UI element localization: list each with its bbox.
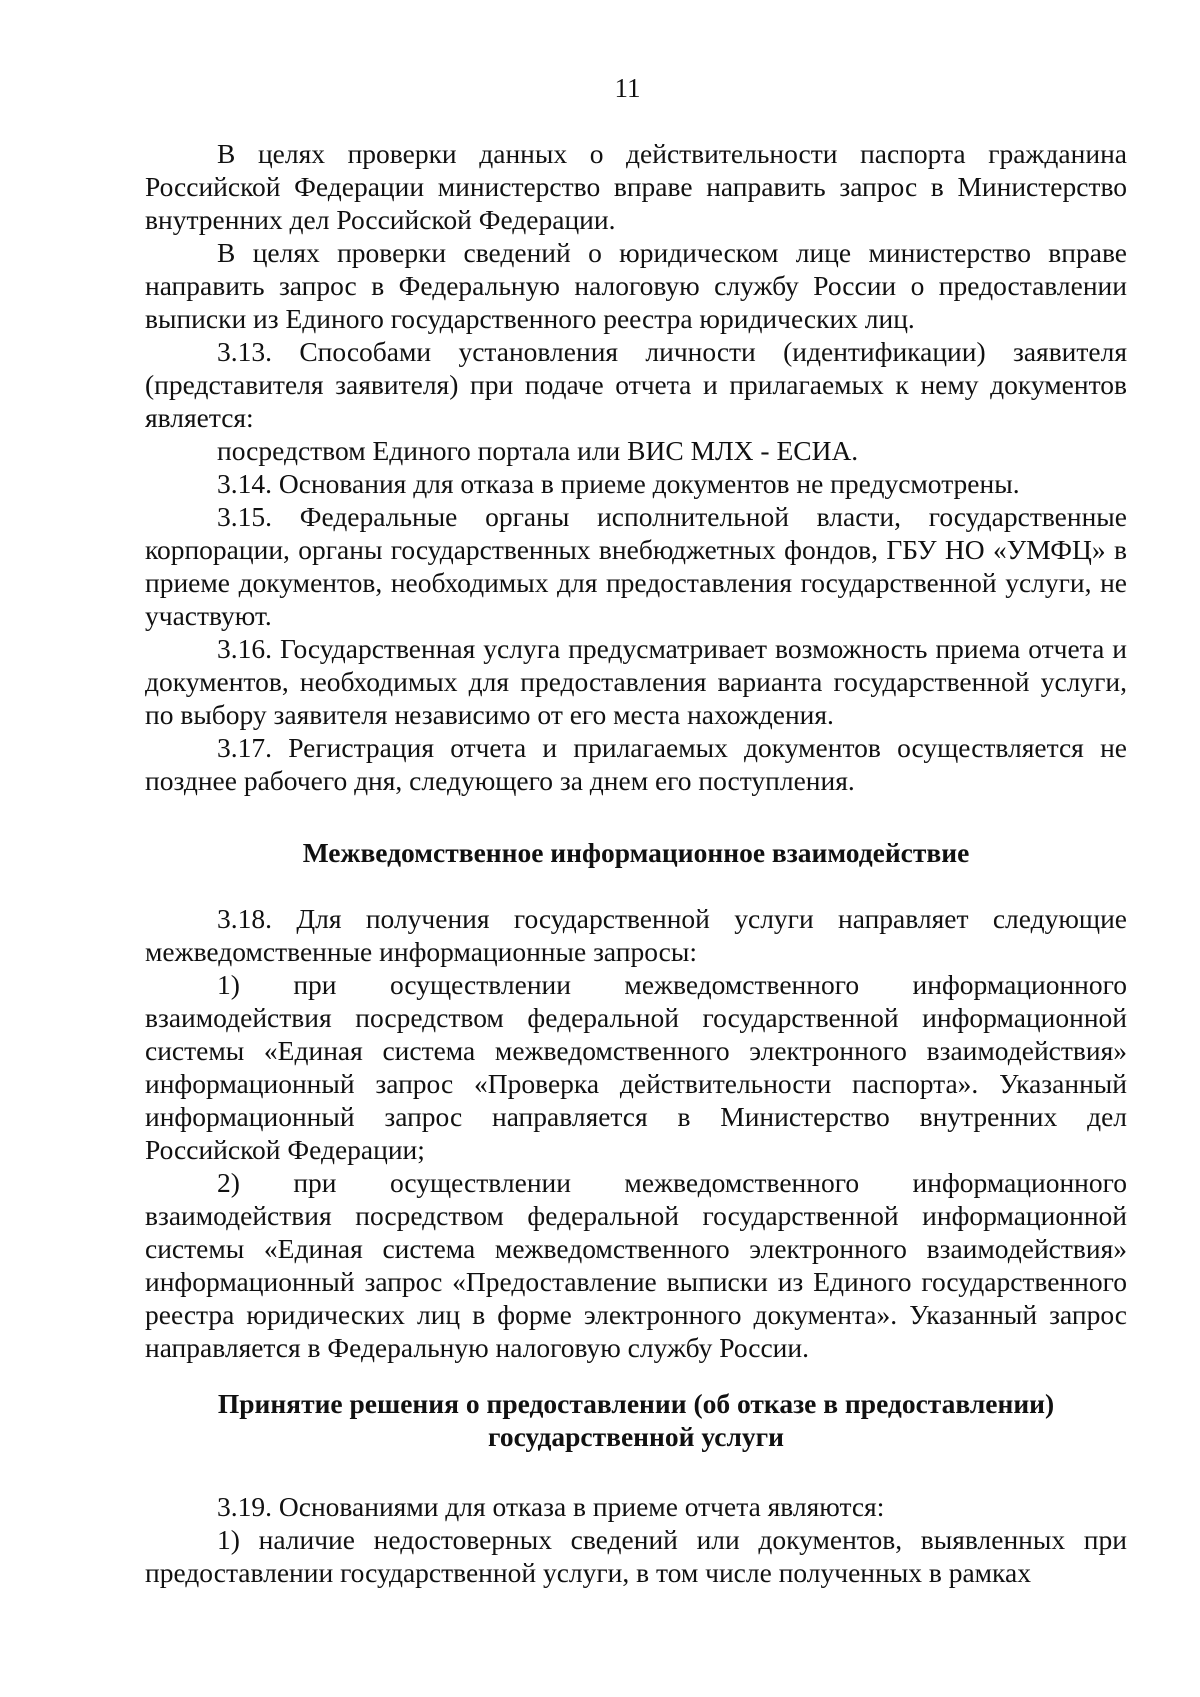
- paragraph-3-19: 3.19. Основаниями для отказа в приеме отчета являются:: [217, 1491, 885, 1522]
- spacer: [145, 797, 1127, 836]
- paragraph-3-14: 3.14. Основания для отказа в приеме документов не предусмотрены.: [217, 468, 1020, 499]
- paragraph-3-17: 3.17. Регистрация отчета и прилагаемых документов осуществляется не позднее рабочего дня, следующего за днем его поступления.: [145, 732, 1127, 796]
- spacer: [145, 1453, 1127, 1490]
- section-heading-decision-line1: Принятие решения о предоставлении (об отказе в предоставлении): [217, 1388, 1055, 1419]
- paragraph-3-15: 3.15. Федеральные органы исполнительной власти, государственные корпорации, органы государственных внебюджетных фондов, ГБУ НО «УМФЦ» в приеме документов, необходимых для предоставления государственной услуги, не участвуют.: [145, 501, 1127, 631]
- spacer: [145, 1364, 1127, 1387]
- spacer: [145, 869, 1127, 902]
- paragraph-3-16: 3.16. Государственная услуга предусматривает возможность приема отчета и документов, необходимых для предоставления варианта государственной услуги, по выбору заявителя независимо от его места нахождения.: [145, 633, 1127, 730]
- list-item-unreliable-info: 1) наличие недостоверных сведений или документов, выявленных при предоставлении государственной услуги, в том числе полученных в рамках: [145, 1524, 1127, 1588]
- page-number: 11: [614, 73, 641, 103]
- section-heading-decision-line2: государственной услуги: [488, 1421, 784, 1452]
- document-body: [145, 137, 1127, 1589]
- paragraph-3-13: 3.13. Способами установления личности (идентификации) заявителя (представителя заявителя) при подаче отчета и прилагаемых к нему документов является:: [145, 336, 1127, 433]
- paragraph-esia: посредством Единого портала или ВИС МЛХ - ЕСИА.: [217, 435, 859, 466]
- paragraph-3-18: 3.18. Для получения государственной услуги направляет следующие межведомственные информационные запросы:: [145, 903, 1127, 967]
- list-item-egrul-request: 2) при осуществлении межведомственного информационного взаимодействия посредством федеральной государственной информационной системы «Единая система межведомственного электронного взаимодействия» информационный запрос «Предоставление выписки из Единого государственного реестра юридических лиц в форме электронного документа». Указанный запрос направляется в Федеральную налоговую службу России.: [145, 1167, 1127, 1363]
- paragraph-passport-check: В целях проверки данных о действительности паспорта гражданина Российской Федерации министерство вправе направить запрос в Министерство внутренних дел Российской Федерации.: [145, 138, 1127, 235]
- section-heading-interagency: Межведомственное информационное взаимодействие: [302, 837, 970, 868]
- paragraph-legal-entity-check: В целях проверки сведений о юридическом лице министерство вправе направить запрос в Федеральную налоговую службу России о предоставлении выписки из Единого государственного реестра юридических лиц.: [145, 237, 1127, 334]
- list-item-passport-request: 1) при осуществлении межведомственного информационного взаимодействия посредством федеральной государственной информационной системы «Единая система межведомственного электронного взаимодействия» информационный запрос «Проверка действительности паспорта». Указанный информационный запрос направляется в Министерство внутренних дел Российской Федерации;: [145, 969, 1127, 1165]
